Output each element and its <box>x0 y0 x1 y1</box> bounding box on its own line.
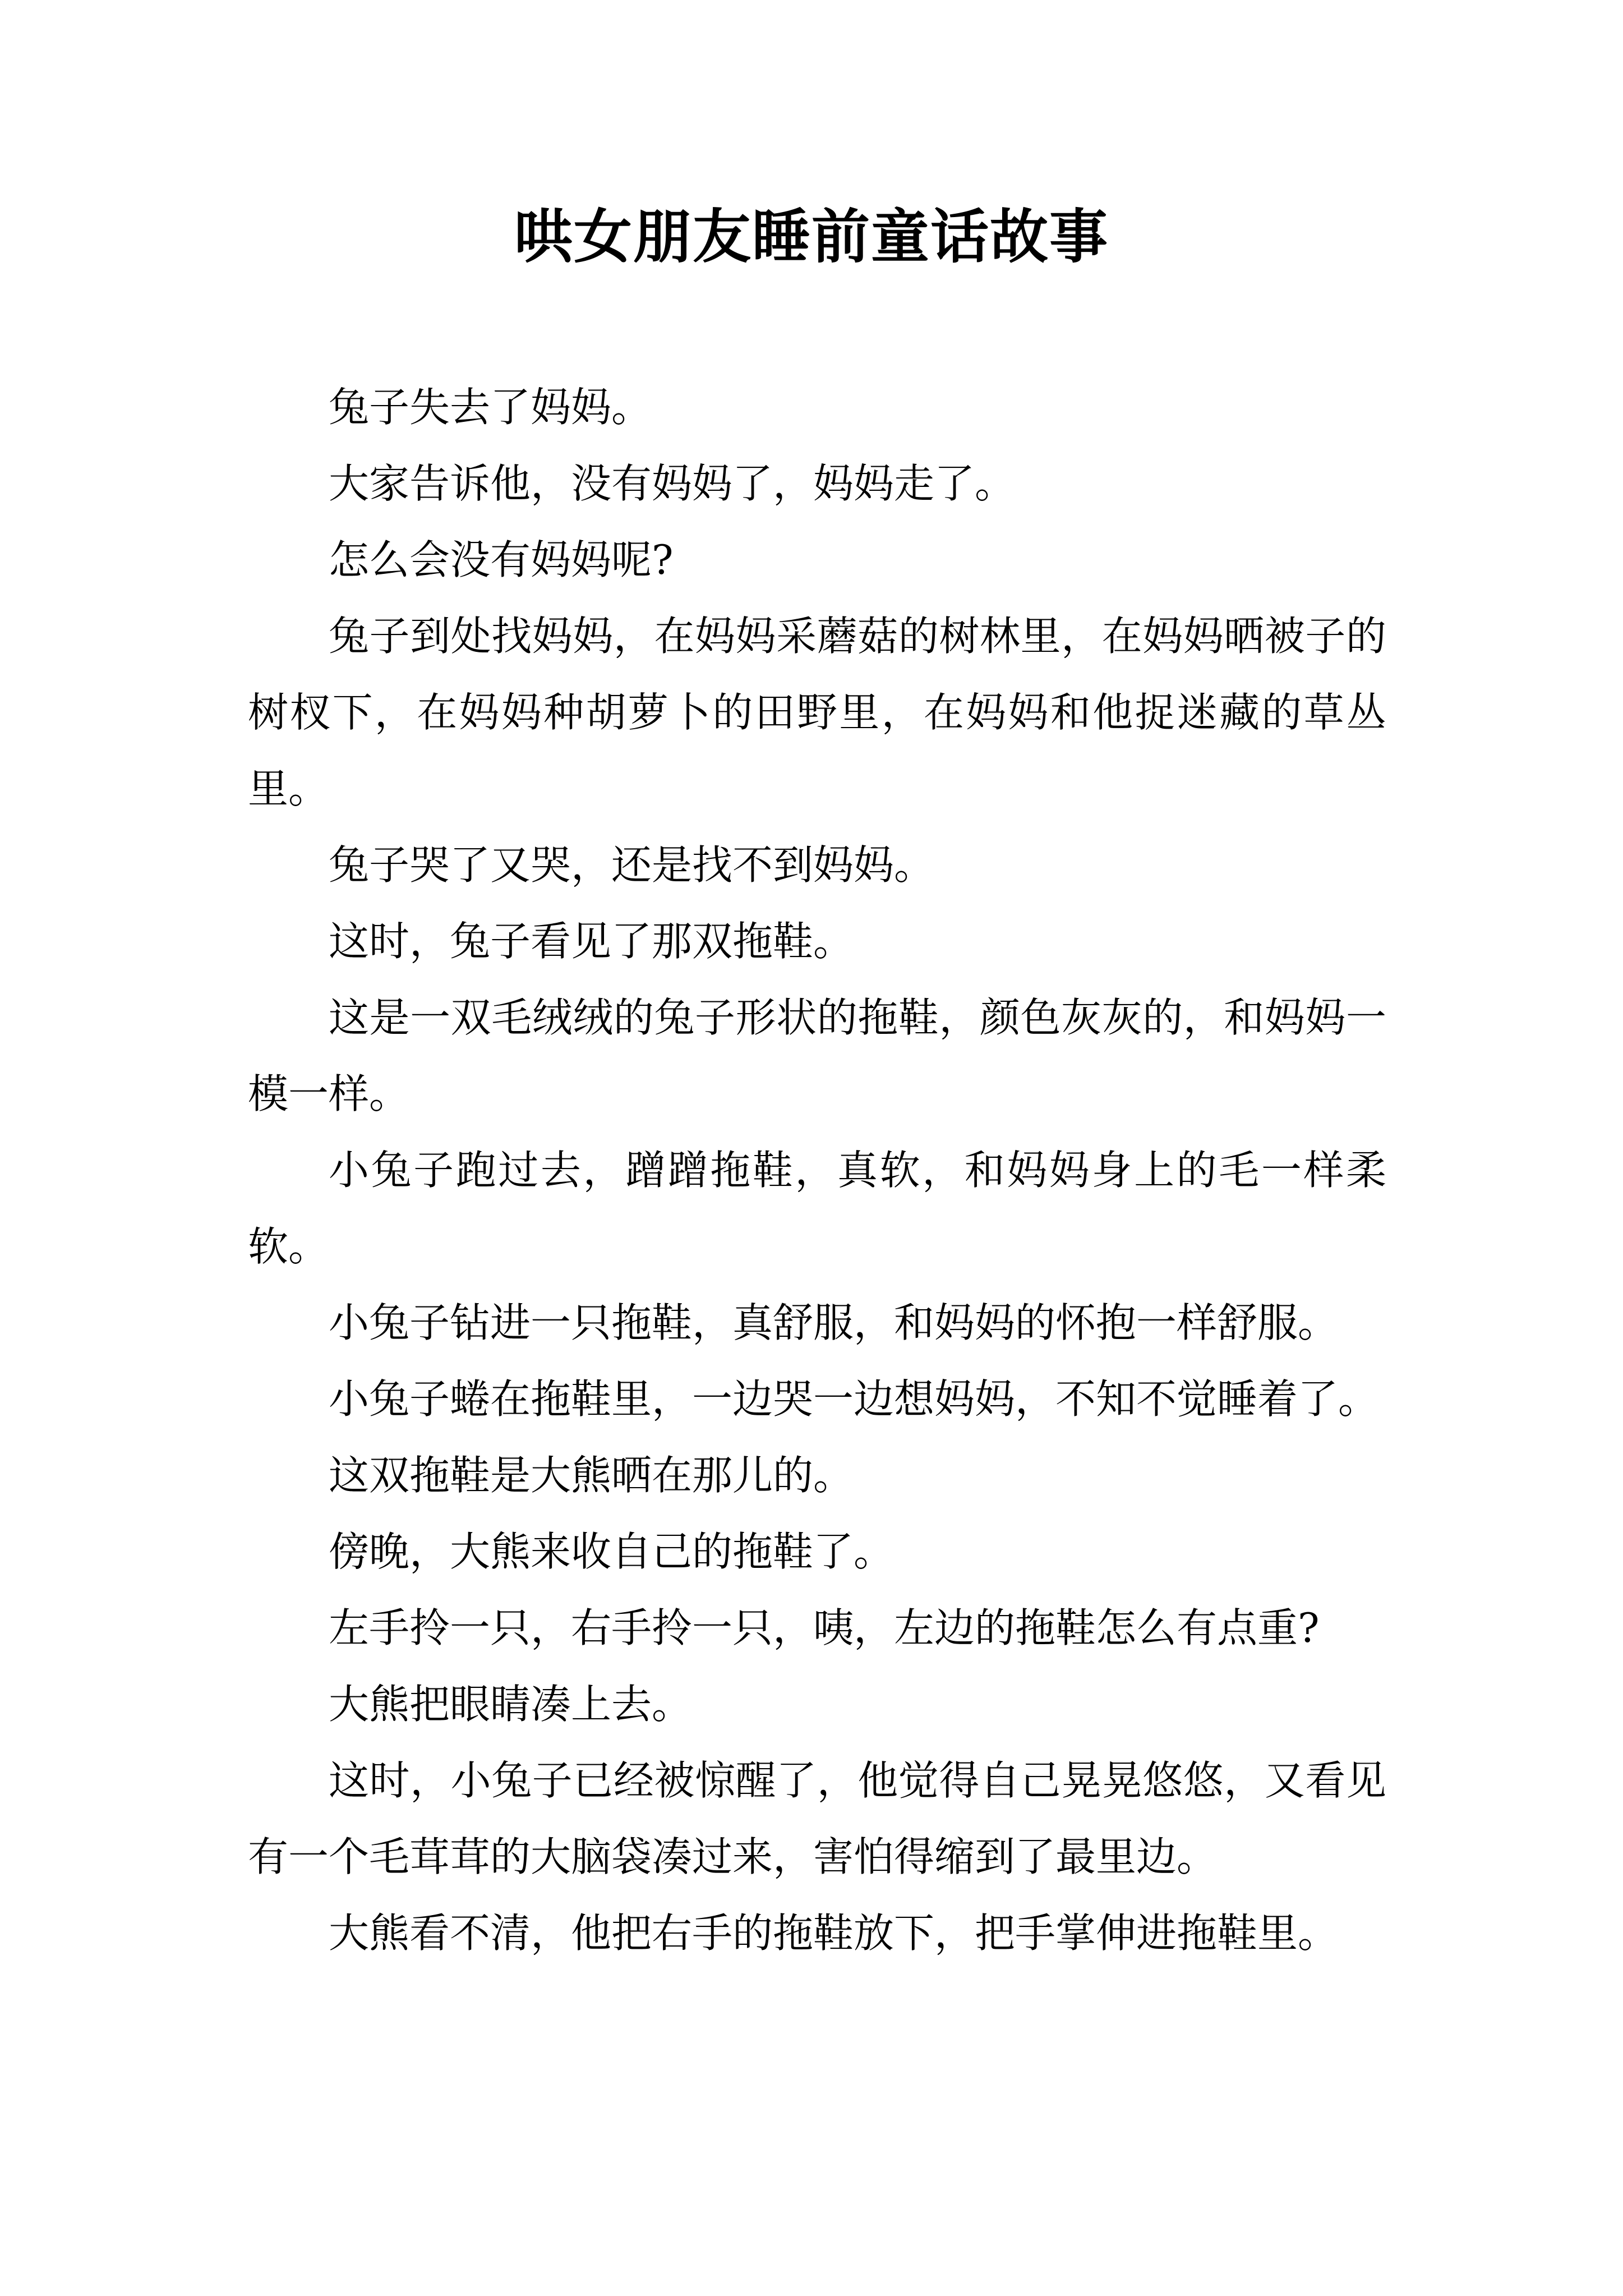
paragraph: 兔子哭了又哭，还是找不到妈妈。 <box>329 841 935 889</box>
paragraph: 兔子到处找妈妈，在妈妈采蘑菇的树林里，在妈妈晒被子的树杈下，在妈妈种胡萝卜的田野里，在妈妈和他捉迷藏的草丛里。 <box>248 613 1386 812</box>
paragraph: 左手拎一只，右手拎一只，咦，左边的拖鞋怎么有点重? <box>329 1604 1320 1651</box>
paragraph: 这时，兔子看见了那双拖鞋。 <box>329 918 854 965</box>
paragraph: 大熊看不清，他把右手的拖鞋放下，把手掌伸进拖鞋里。 <box>329 1910 1339 1957</box>
paragraph: 这双拖鞋是大熊晒在那儿的。 <box>329 1452 854 1499</box>
document-body <box>248 369 1386 1971</box>
paragraph: 兔子失去了妈妈。 <box>329 384 652 431</box>
paragraph: 傍晚，大熊来收自己的拖鞋了。 <box>329 1528 895 1575</box>
paragraph: 怎么会没有妈妈呢? <box>329 536 674 583</box>
document-title: 哄女朋友睡前童话故事 <box>514 202 1109 271</box>
paragraph: 小兔子跑过去，蹭蹭拖鞋，真软，和妈妈身上的毛一样柔软。 <box>248 1147 1386 1270</box>
paragraph: 这是一双毛绒绒的兔子形状的拖鞋，颜色灰灰的，和妈妈一模一样。 <box>248 994 1386 1117</box>
paragraph: 这时，小兔子已经被惊醒了，他觉得自己晃晃悠悠，又看见有一个毛茸茸的大脑袋凑过来，害怕得缩到了最里边。 <box>248 1757 1386 1880</box>
paragraph: 大家告诉他，没有妈妈了，妈妈走了。 <box>329 460 1016 507</box>
paragraph: 小兔子蜷在拖鞋里，一边哭一边想妈妈，不知不觉睡着了。 <box>329 1375 1379 1423</box>
paragraph: 小兔子钻进一只拖鞋，真舒服，和妈妈的怀抱一样舒服。 <box>329 1299 1339 1346</box>
paragraph: 大熊把眼睛凑上去。 <box>329 1681 693 1728</box>
